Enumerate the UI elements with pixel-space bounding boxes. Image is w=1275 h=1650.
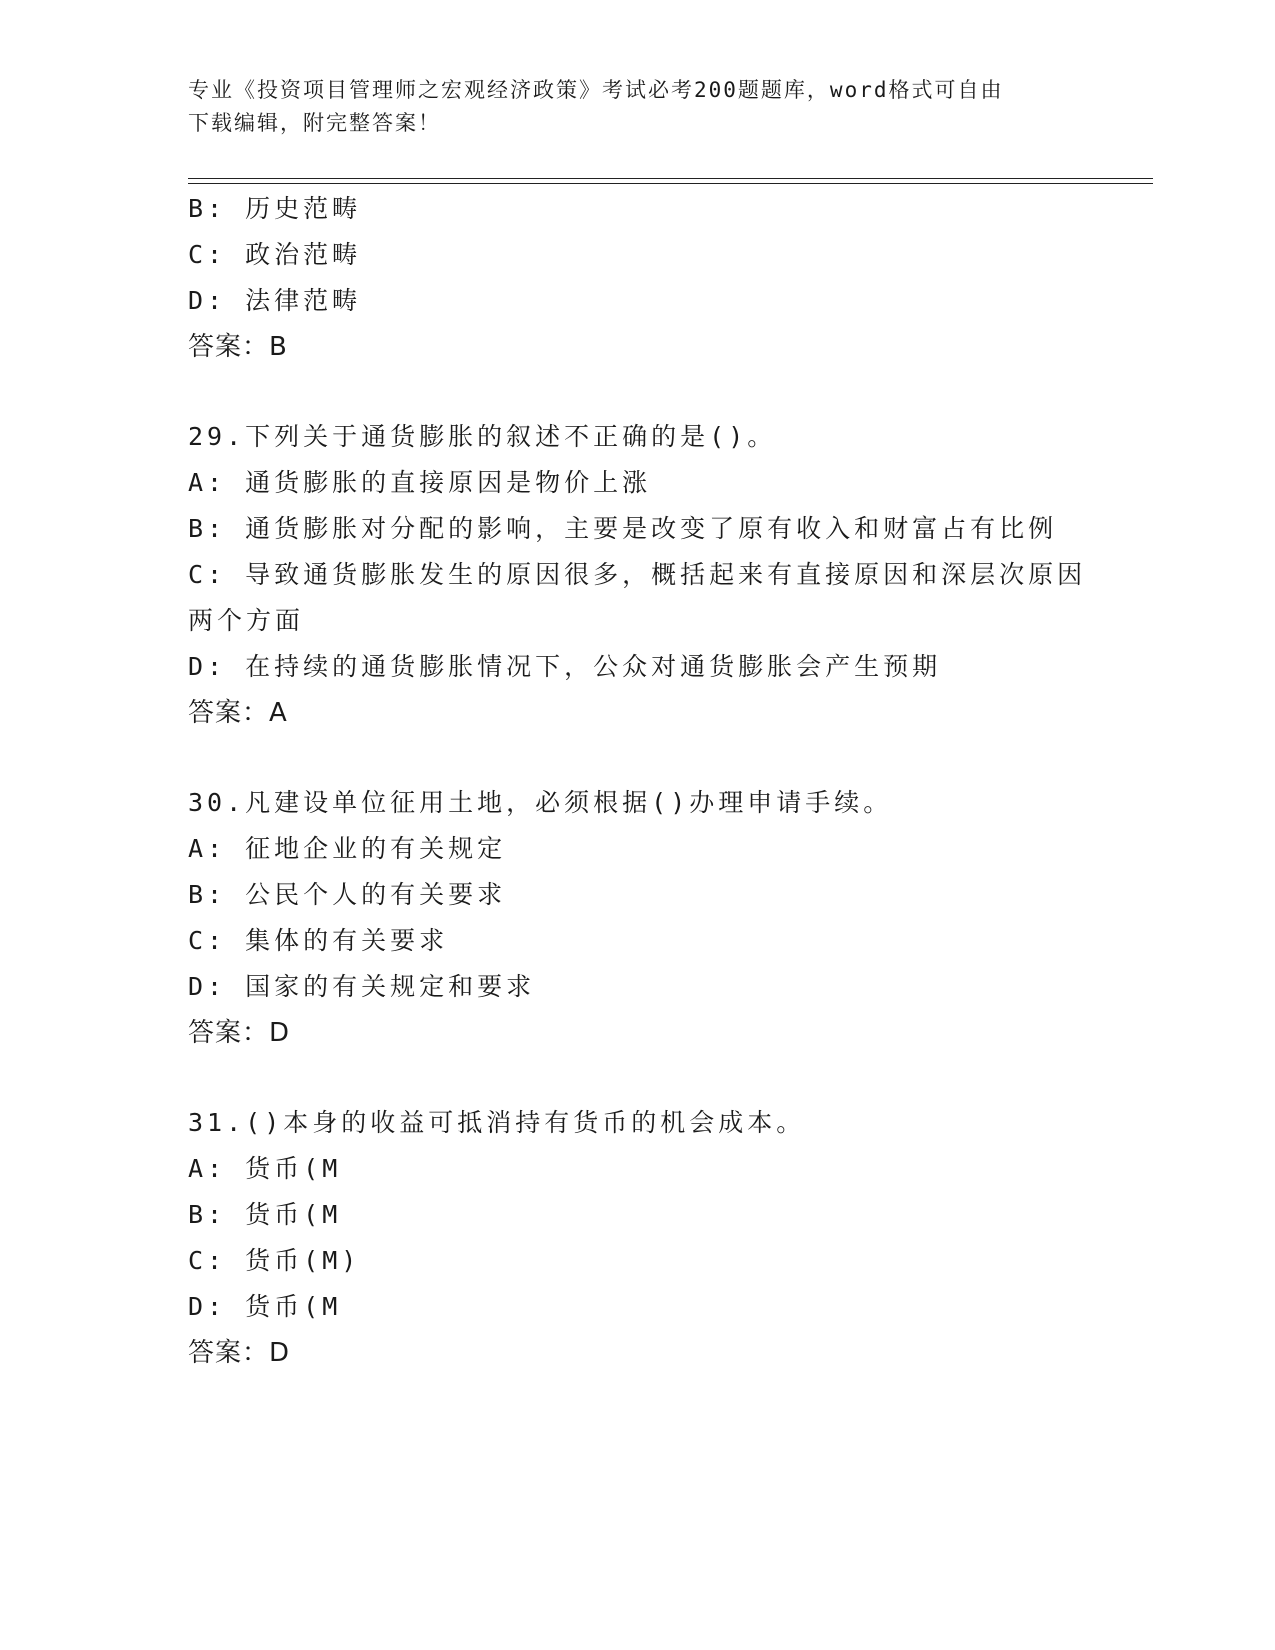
answer-line: 答案：D bbox=[188, 1018, 291, 1048]
question-29 bbox=[188, 414, 1128, 736]
question-30 bbox=[188, 780, 1128, 1056]
document-header bbox=[188, 74, 1088, 140]
question-31 bbox=[188, 1100, 1128, 1376]
option-b: B: 公民个人的有关要求 bbox=[188, 880, 507, 909]
header-divider-top bbox=[188, 178, 1153, 179]
answer-line: 答案：A bbox=[188, 698, 288, 728]
option-d: D: 货币(M bbox=[188, 1292, 342, 1321]
option-d: D: 在持续的通货膨胀情况下，公众对通货膨胀会产生预期 bbox=[188, 652, 942, 681]
answer-line: 答案：D bbox=[188, 1338, 291, 1368]
header-line-1: 专业《投资项目管理师之宏观经济政策》考试必考200题题库，word格式可自由 bbox=[188, 78, 1004, 102]
option-c: C: 导致通货膨胀发生的原因很多，概括起来有直接原因和深层次原因 bbox=[188, 560, 1087, 589]
option-a: A: 货币(M bbox=[188, 1154, 342, 1183]
option-c: C: 货币(M) bbox=[188, 1246, 361, 1275]
option-b: B: 通货膨胀对分配的影响，主要是改变了原有收入和财富占有比例 bbox=[188, 514, 1058, 543]
option-d: D: 国家的有关规定和要求 bbox=[188, 972, 536, 1001]
option-d: D: 法律范畴 bbox=[188, 286, 362, 315]
question-list bbox=[188, 186, 1128, 1376]
option-a: A: 征地企业的有关规定 bbox=[188, 834, 507, 863]
answer-line: 答案：B bbox=[188, 332, 288, 362]
option-b: B: 历史范畴 bbox=[188, 194, 362, 223]
option-a: A: 通货膨胀的直接原因是物价上涨 bbox=[188, 468, 652, 497]
question-text: 31.()本身的收益可抵消持有货币的机会成本。 bbox=[188, 1108, 806, 1137]
question-text: 30.凡建设单位征用土地，必须根据()办理申请手续。 bbox=[188, 788, 893, 817]
option-c: C: 政治范畴 bbox=[188, 240, 362, 269]
header-line-2: 下载编辑，附完整答案！ bbox=[188, 111, 441, 135]
question-28-continued bbox=[188, 186, 1128, 370]
option-c: C: 集体的有关要求 bbox=[188, 926, 449, 955]
option-b: B: 货币(M bbox=[188, 1200, 342, 1229]
question-text: 29.下列关于通货膨胀的叙述不正确的是()。 bbox=[188, 422, 777, 451]
option-c-continued: 两个方面 bbox=[188, 606, 305, 635]
header-divider-bottom bbox=[188, 183, 1153, 184]
